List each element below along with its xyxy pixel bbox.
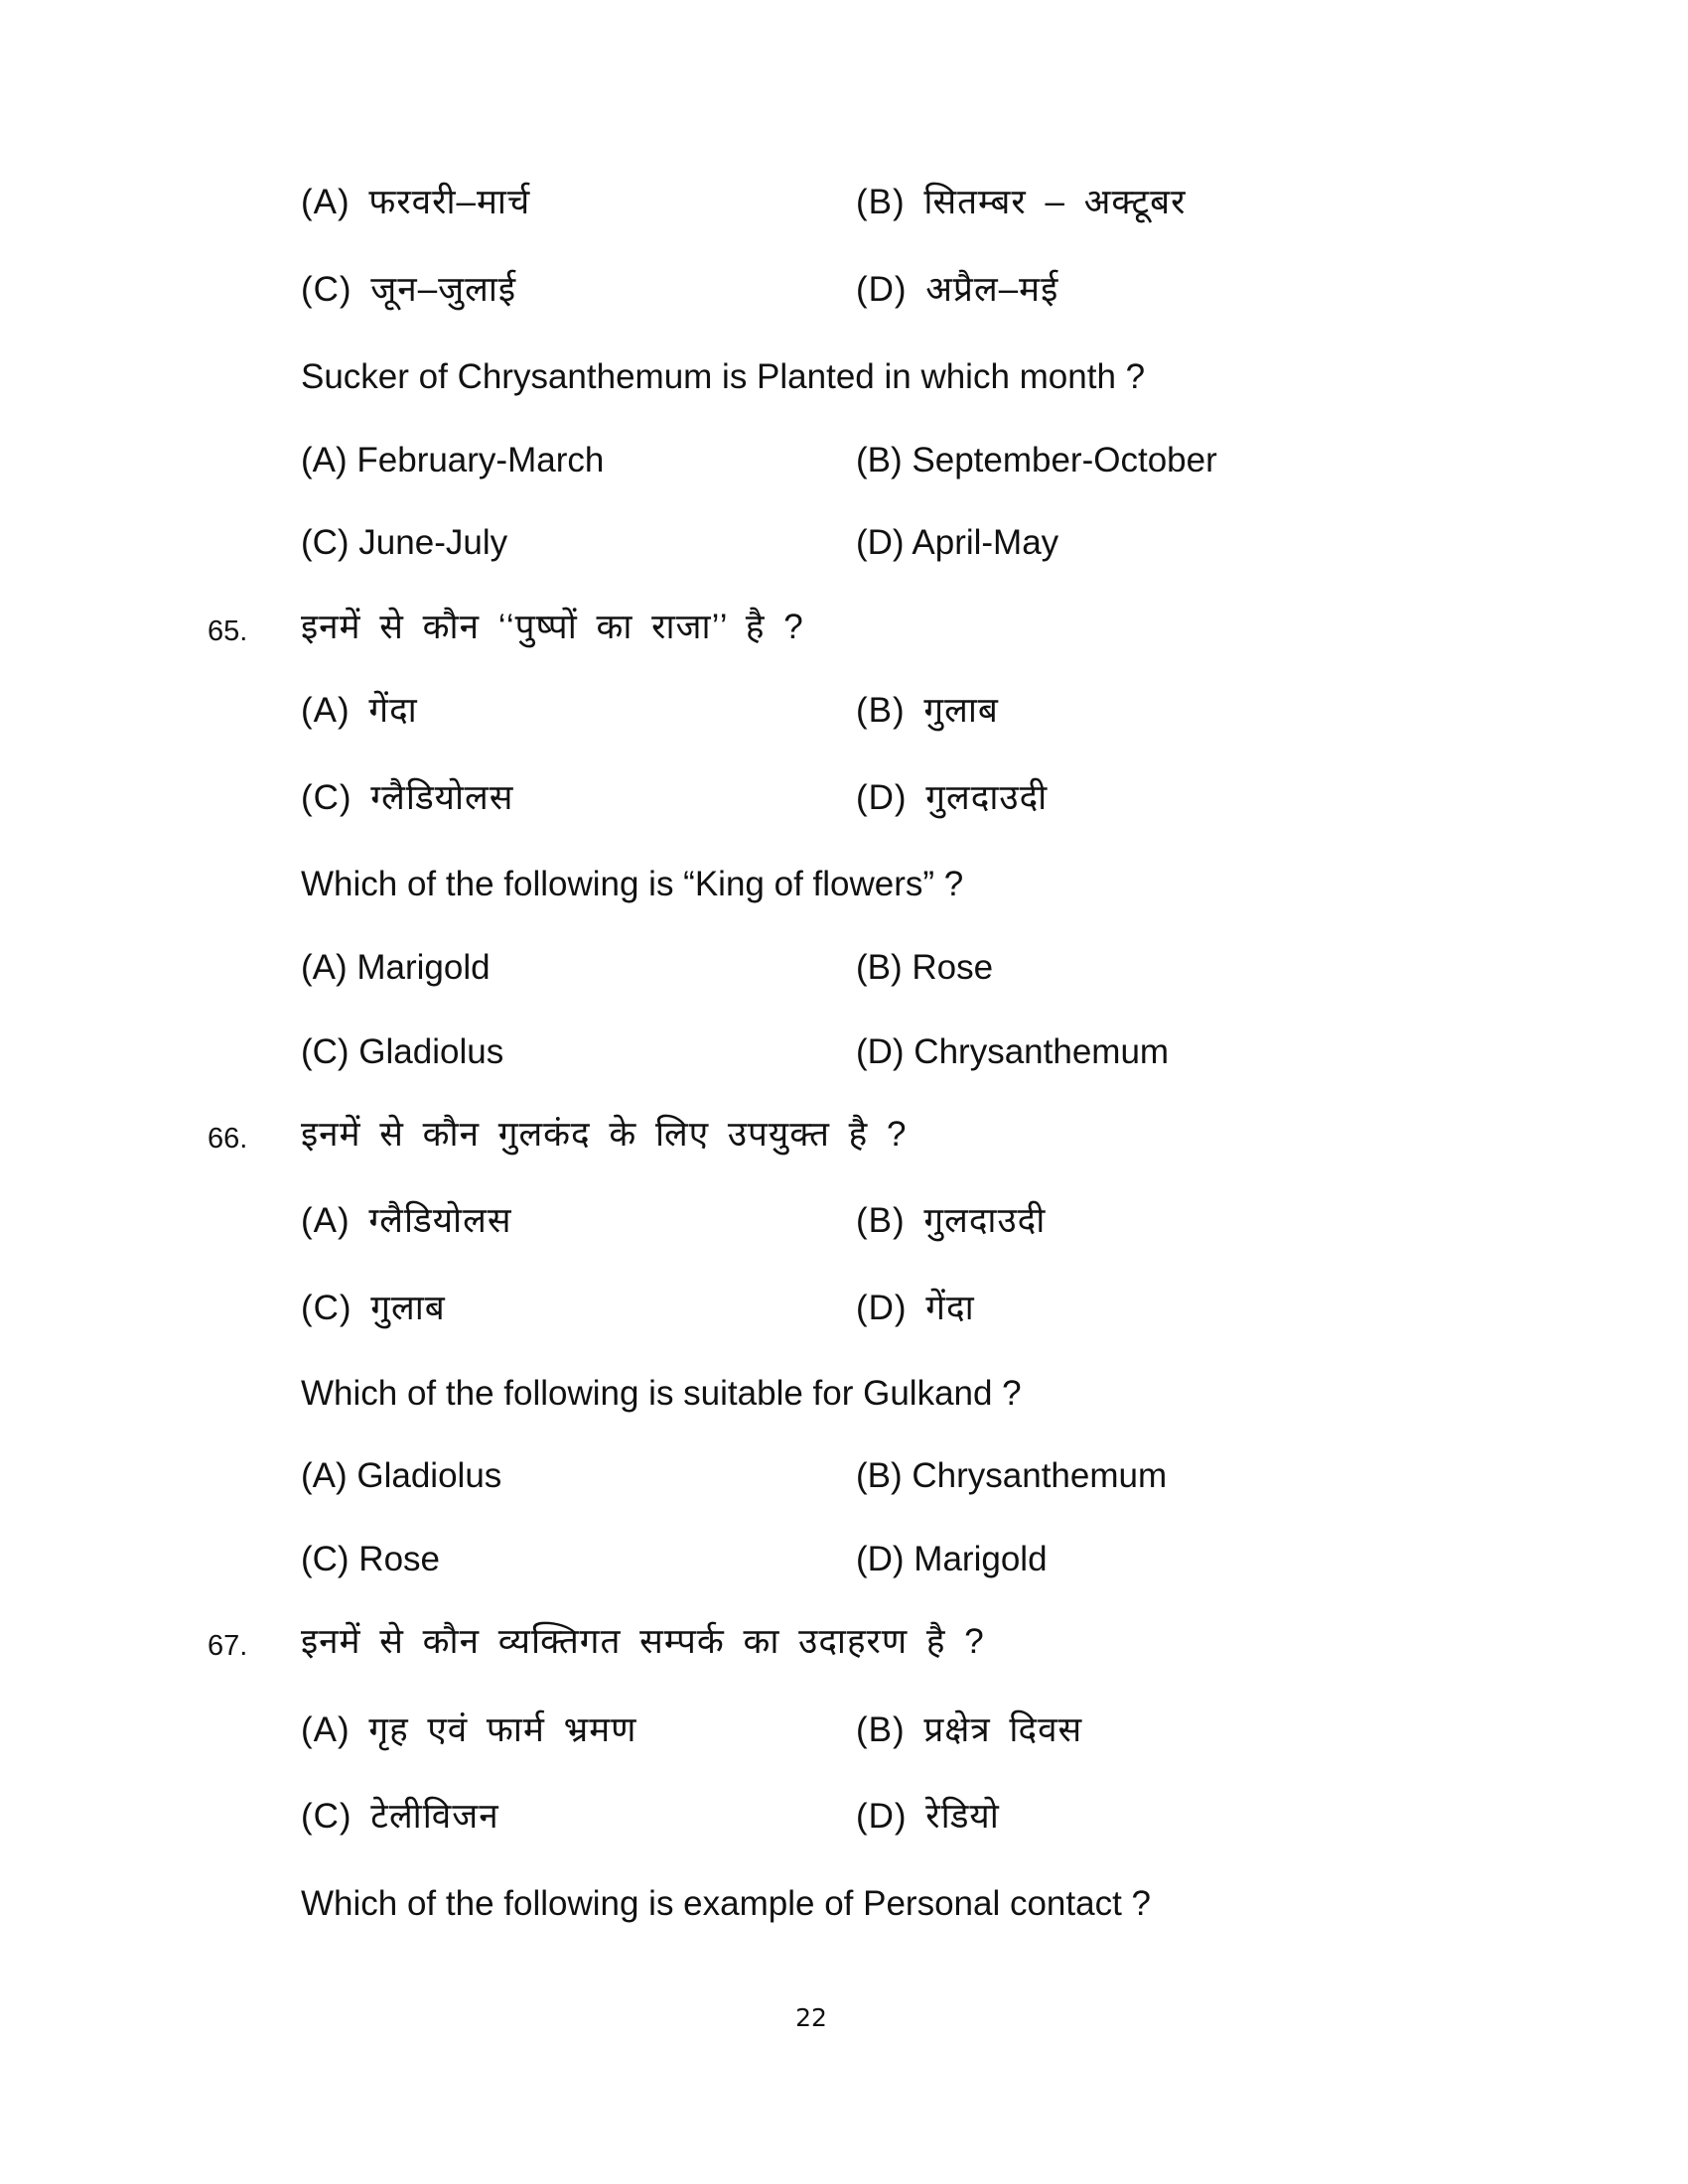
page-number: 22 xyxy=(795,2003,827,2032)
q64-english-option-c: (C) June-July xyxy=(301,523,508,562)
q65-hindi-option-c: (C) ग्लैडियोलस xyxy=(301,778,514,817)
q64-hindi-option-a: (A) फरवरी–मार्च xyxy=(301,183,531,221)
q66-english-option-a: (A) Gladiolus xyxy=(301,1456,502,1495)
q66-english-option-c: (C) Rose xyxy=(301,1540,441,1578)
q67-hindi-option-b: (B) प्रक्षेत्र दिवस xyxy=(856,1710,1083,1749)
q65-hindi-option-b: (B) गुलाब xyxy=(856,691,999,730)
q65-number: 65. xyxy=(208,615,248,647)
q67-hindi-question: इनमें से कौन व्यक्तिगत सम्पर्क का उदाहरण है ? xyxy=(301,1622,985,1661)
q65-english-option-b: (B) Rose xyxy=(856,948,994,987)
q64-english-option-b: (B) September-October xyxy=(856,441,1217,479)
q67-hindi-option-d: (D) रेडियो xyxy=(856,1797,1000,1836)
q65-hindi-option-d: (D) गुलदाउदी xyxy=(856,778,1049,817)
q66-english-question: Which of the following is suitable for Gulkand ? xyxy=(301,1374,1022,1413)
q67-hindi-option-c: (C) टेलीविजन xyxy=(301,1797,499,1836)
q64-hindi-option-b: (B) सितम्बर – अक्टूबर xyxy=(856,183,1187,221)
q66-hindi-option-b: (B) गुलदाउदी xyxy=(856,1201,1047,1240)
q64-hindi-option-d: (D) अप्रैल–मई xyxy=(856,270,1059,309)
q65-english-question: Which of the following is “King of flowers” ? xyxy=(301,865,964,903)
q67-number: 67. xyxy=(208,1630,248,1662)
q64-english-option-d: (D) April-May xyxy=(856,523,1059,562)
q64-english-question: Sucker of Chrysanthemum is Planted in which month ? xyxy=(301,357,1146,396)
q67-english-question: Which of the following is example of Personal contact ? xyxy=(301,1884,1151,1923)
q66-english-option-d: (D) Marigold xyxy=(856,1540,1048,1578)
q65-english-option-a: (A) Marigold xyxy=(301,948,491,987)
q66-hindi-question: इनमें से कौन गुलकंद के लिए उपयुक्त है ? xyxy=(301,1115,908,1154)
q65-english-option-c: (C) Gladiolus xyxy=(301,1032,504,1071)
q65-english-option-d: (D) Chrysanthemum xyxy=(856,1032,1170,1071)
q66-number: 66. xyxy=(208,1123,248,1155)
q65-hindi-option-a: (A) गेंदा xyxy=(301,691,418,730)
q66-hindi-option-a: (A) ग्लैडियोलस xyxy=(301,1201,512,1240)
q65-hindi-question: इनमें से कौन ‘‘पुष्पों का राजा’’ है ? xyxy=(301,608,804,646)
q66-english-option-b: (B) Chrysanthemum xyxy=(856,1456,1168,1495)
q64-english-option-a: (A) February-March xyxy=(301,441,605,479)
q66-hindi-option-c: (C) गुलाब xyxy=(301,1289,446,1327)
q67-hindi-option-a: (A) गृह एवं फार्म भ्रमण xyxy=(301,1710,637,1749)
q66-hindi-option-d: (D) गेंदा xyxy=(856,1289,975,1327)
q64-hindi-option-c: (C) जून–जुलाई xyxy=(301,270,517,309)
